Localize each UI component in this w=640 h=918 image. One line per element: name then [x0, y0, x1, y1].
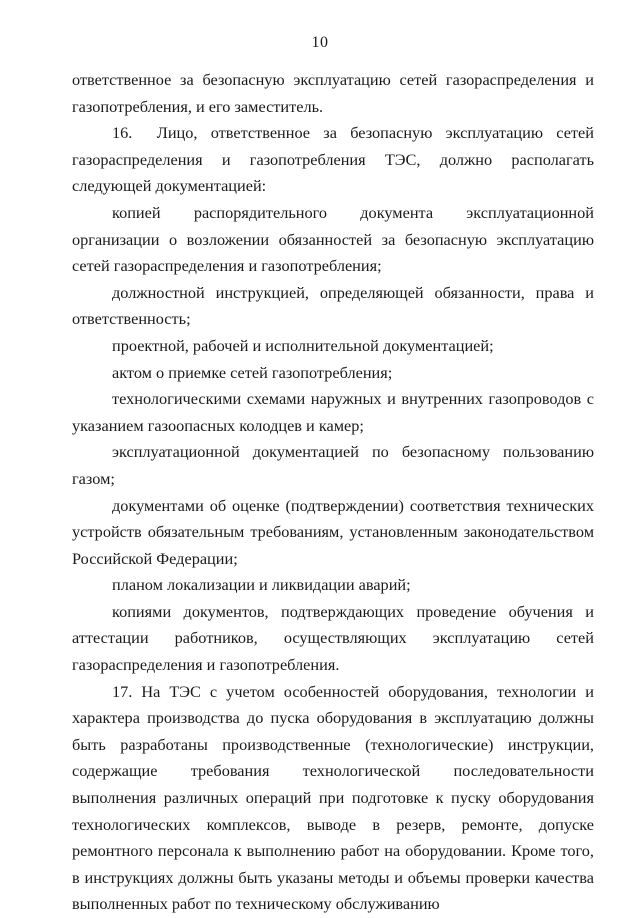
list-item-project-documentation: проектной, рабочей и исполнительной документацией;: [112, 335, 494, 355]
document-body: [72, 67, 594, 918]
list-item-conformity-documents: документами об оценке (подтверждении) соответствия технических устройств обязательным требованиям, установленным законодательством Российской Федерации;: [72, 495, 594, 568]
paragraph-item-17: 17. На ТЭС с учетом особенностей оборудования, технологии и характера производства до пуска оборудования в эксплуатацию должны быть разработаны производственные (технологические) инструкции, содержащие требования технологической последовательности выполнения различных операций при подготовке к пуску оборудования технологических комплексов, выводе в резерв, ремонте, допуске ремонтного персонала к выполнению работ на оборудовании. Кроме того, в инструкциях должны быть указаны методы и объемы проверки качества выполненных работ по техническому обслуживанию: [72, 681, 594, 914]
page-number: 10: [311, 34, 329, 51]
list-item-operational-documentation: эксплуатационной документацией по безопасному пользованию газом;: [72, 442, 594, 488]
list-item-technological-schemes: технологическими схемами наружных и внутренних газопроводов с указанием газоопасных колодцев и камер;: [72, 389, 594, 435]
list-item-order-copy: копией распорядительного документа эксплуатационной организации о возложении обязанностей за безопасную эксплуатацию сетей газораспределения и газопотребления;: [72, 202, 594, 276]
list-item-acceptance-act: актом о приемке сетей газопотребления;: [112, 362, 393, 382]
paragraph-item-16: 16. Лицо, ответственное за безопасную эксплуатацию сетей газораспределения и газопотребления ТЭС, должно располагать следующей документацией:: [72, 123, 594, 196]
list-item-training-copies: копиями документов, подтверждающих проведение обучения и аттестации работников, осуществляющих эксплуатацию сетей газораспределения и газопотребления.: [72, 601, 594, 675]
list-item-job-instruction: должностной инструкцией, определяющей обязанности, права и ответственность;: [72, 282, 594, 329]
list-item-accident-plan: планом локализации и ликвидации аварий;: [112, 575, 411, 595]
paragraph-continuation: ответственное за безопасную эксплуатацию сетей газораспределения и газопотребления, и его заместитель.: [72, 70, 594, 116]
